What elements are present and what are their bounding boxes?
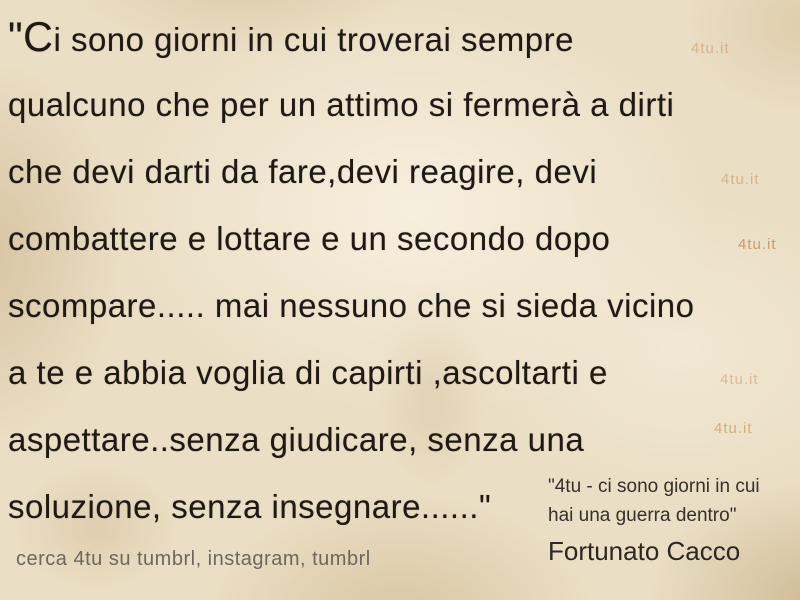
quote-line-3: che devi darti da fare,devi reagire, devi (8, 153, 598, 190)
quote-line-6: a te e abbia voglia di capirti ,ascoltarti e (8, 354, 608, 391)
author-name: Fortunato Cacco (548, 536, 741, 566)
quote-line-7: aspettare..senza giudicare, senza una (8, 421, 585, 458)
quote-line-8: soluzione, senza insegnare......" (8, 488, 492, 525)
site-watermark: 4tu.it (714, 420, 753, 437)
site-watermark: 4tu.it (721, 171, 760, 188)
attribution-block (548, 472, 760, 567)
site-watermark: 4tu.it (720, 371, 759, 388)
social-caption: cerca 4tu su tumbrl, instagram, tumbrl (16, 548, 371, 570)
site-watermark: 4tu.it (691, 40, 730, 57)
attribution-title-line-2: hai una guerra dentro" (548, 505, 737, 526)
quote-line-1: "Ci sono giorni in cui troverai sempre (8, 14, 574, 60)
site-watermark: 4tu.it (738, 236, 777, 253)
quote-line-4: combattere e lottare e un secondo dopo (8, 220, 611, 257)
attribution-title-line-1: "4tu - ci sono giorni in cui (548, 476, 760, 497)
quote-line-2: qualcuno che per un attimo si fermerà a dirti (8, 86, 675, 123)
quote-line-5: scompare..... mai nessuno che si sieda vicino (8, 287, 695, 324)
quote-text-block (8, 4, 800, 540)
